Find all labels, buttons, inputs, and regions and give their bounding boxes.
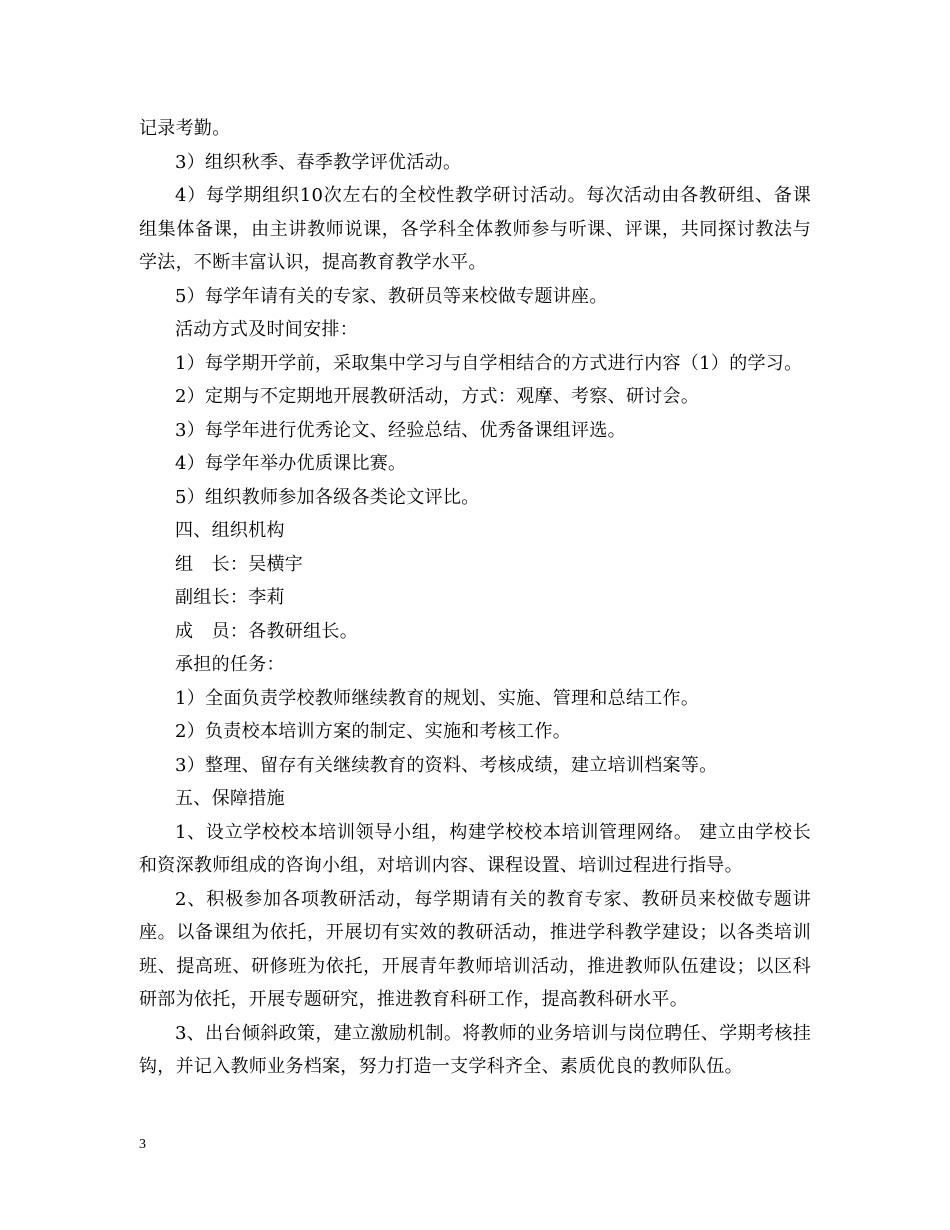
paragraph: 3）每学年进行优秀论文、经验总结、优秀备课组评选。 (175, 419, 626, 441)
paragraph: 记录考勤。 (139, 118, 231, 139)
section-heading: 四、组织机构 (175, 520, 285, 541)
paragraph: 1）每学期开学前，采取集中学习与自学相结合的方式进行内容（1）的学习。 (175, 352, 803, 374)
section-subheading: 承担的任务： (175, 654, 285, 675)
page-number: 3 (139, 1137, 146, 1152)
paragraph: 2）定期与不定期地开展教研活动，方式：观摩、考察、研讨会。 (175, 386, 700, 407)
paragraph: 3）整理、留存有关继续教育的资料、考核成绩，建立培训档案等。 (175, 754, 718, 776)
paragraph: 5）每学年请有关的专家、教研员等来校做专题讲座。 (175, 285, 608, 307)
paragraph: 组 长：吴横宇 (175, 553, 304, 575)
paragraph: 1、设立学校校本培训领导小组，构建学校校本培训管理网络。 建立由学校长和资深教师组成的咨询小组，对培训内容、课程设置、培训过程进行指导。 (139, 821, 811, 876)
paragraph: 4）每学期组织10次左右的全校性教学研讨活动。每次活动由各教研组、备课组集体备课，由主讲教师说课，各学科全体教师参与听课、评课，共同探讨教法与学法，不断丰富认识，提高教育教学水平。 (139, 185, 811, 273)
paragraph: 2）负责校本培训方案的制定、实施和考核工作。 (175, 721, 572, 742)
paragraph: 1）全面负责学校教师继续教育的规划、实施、管理和总结工作。 (175, 687, 700, 709)
paragraph: 副组长：李莉 (175, 587, 285, 608)
paragraph: 成 员：各教研组长。 (175, 620, 358, 642)
paragraph: 5）组织教师参加各级各类论文评比。 (175, 486, 480, 508)
paragraph: 2、积极参加各项教研活动，每学期请有关的教育专家、教研员来校做专题讲座。以备课组为依托，开展切有实效的教研活动，推进学科教学建设；以各类培训班、提高班、研修班为依托，开展青年教师培训活动，推进教师队伍建设；以区科研部为依托，开展专题研究，推进教育科研工作，提高教科研水平。 (139, 888, 811, 1010)
document-body (139, 112, 811, 1084)
section-heading: 五、保障措施 (175, 788, 285, 809)
paragraph: 4）每学年举办优质课比赛。 (175, 453, 407, 474)
paragraph: 3、出台倾斜政策，建立激励机制。将教师的业务培训与岗位聘任、学期考核挂钩，并记入教师业务档案，努力打造一支学科齐全、素质优良的教师队伍。 (139, 1022, 811, 1077)
section-subheading: 活动方式及时间安排： (175, 319, 358, 340)
paragraph: 3）组织秋季、春季教学评优活动。 (175, 151, 462, 173)
